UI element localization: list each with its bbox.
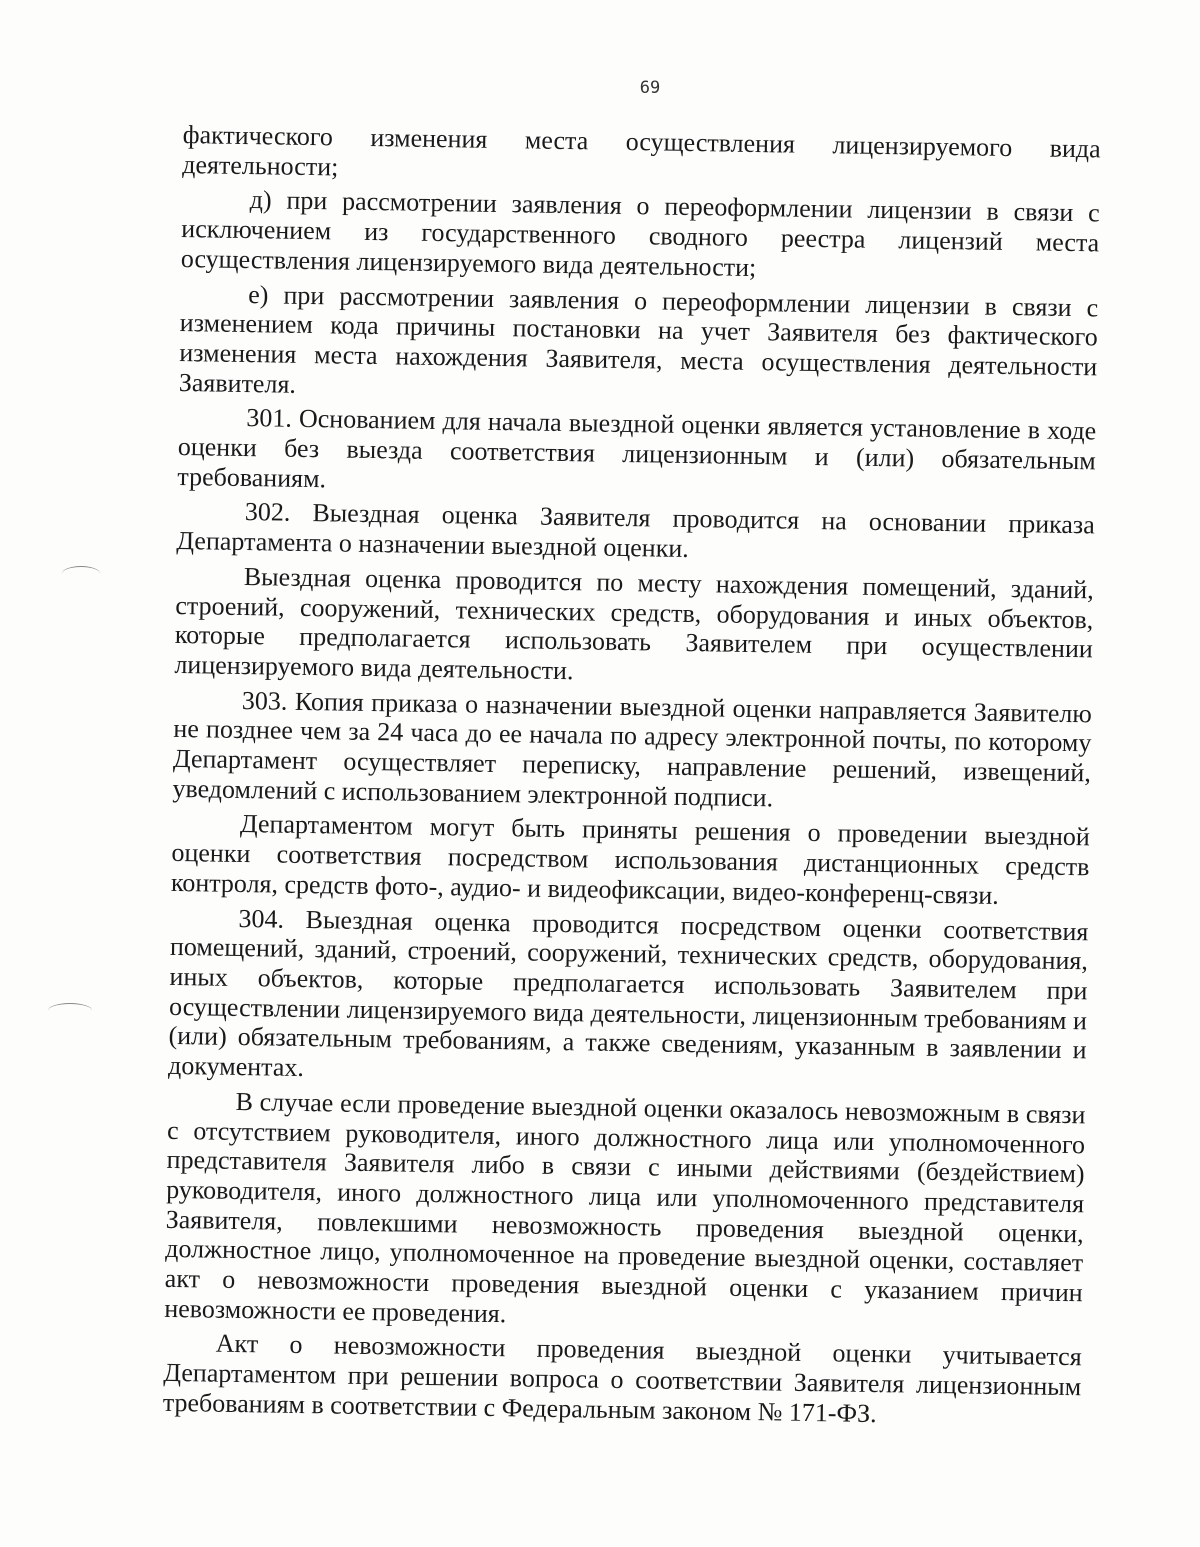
paragraph: фактического изменения места осуществления лицензируемого вида деятельности; [182, 120, 1101, 182]
paragraph: д) при рассмотрении заявления о переоформлении лицензии в связи с исключением из государственного сводного реестра лицензий места осуществления лицензируемого вида деятельности; [180, 185, 1100, 282]
document-body [163, 120, 1101, 1437]
paragraph: 302. Выездная оценка Заявителя проводится на основании приказа Департамента о назначении выездной оценки. [176, 497, 1095, 564]
paragraph: В случае если проведение выездной оценки оказалось невозможным в связи с отсутствием руководителя, иного должностного лица или уполномоченного представителя Заявителя либо в связи с иными действиями (бездействием) руководителя, иного должностного лица или уполномоченного представителя Заявителя, повлекшими невозможность проведения выездной оценки, должностное лицо, уполномоченное на проведение выездной оценки, составляет акт о невозможности проведения выездной оценки с указанием причин невозможности ее проведения. [164, 1086, 1086, 1328]
paragraph: 304. Выездная оценка проводится посредством оценки соответствия помещений, зданий, строений, сооружений, технических средств, оборудования, иных объектов, которые предполагается использовать Заявителем при осуществлении лицензируемого вида деятельности, лицензионным требованиям и (или) обязательным требованиям, а также сведениям, указанным в заявлении и документах. [167, 903, 1089, 1083]
paragraph: Акт о невозможности проведения выездной оценки учитывается Департаментом при решении вопроса о соответствии Заявителя лицензионным требованиям в соответствии с Федеральным законом № 171-ФЗ. [162, 1329, 1082, 1428]
scan-artifact-mark [48, 1003, 92, 1018]
paragraph: 303. Копия приказа о назначении выездной оценки направляется Заявителю не позднее чем за 24 часа до ее начала по адресу электронной почты, по которому Департамент осуществляет переписку, направление решений, извещений, уведомлений с использованием электронной подписи. [172, 685, 1093, 813]
paragraph: 301. Основанием для начала выездной оценки является установление в ходе оценки без выезда соответствия лицензионным и (или) обязательным требованиям. [177, 403, 1097, 494]
paragraph: е) при рассмотрении заявления о переоформлении лицензии в связи с изменением кода причины постановки на учет Заявителя без фактического изменения места нахождения Заявителя, места осуществления деятельности Заявителя. [178, 279, 1099, 399]
paragraph: Департаментом могут быть приняты решения о проведении выездной оценки соответствия посредством использования дистанционных средств контроля, средств фото-, аудио- и видеофиксации, видео-конференц-связи. [170, 809, 1091, 910]
page-number: 69 [639, 78, 661, 98]
scan-artifact-mark [62, 566, 100, 581]
paragraph: Выездная оценка проводится по месту нахождения помещений, зданий, строений, сооружений, технических средств, оборудования и иных объектов, которые предполагается использовать Заявителем при осуществлении лицензируемого вида деятельности. [174, 561, 1094, 686]
